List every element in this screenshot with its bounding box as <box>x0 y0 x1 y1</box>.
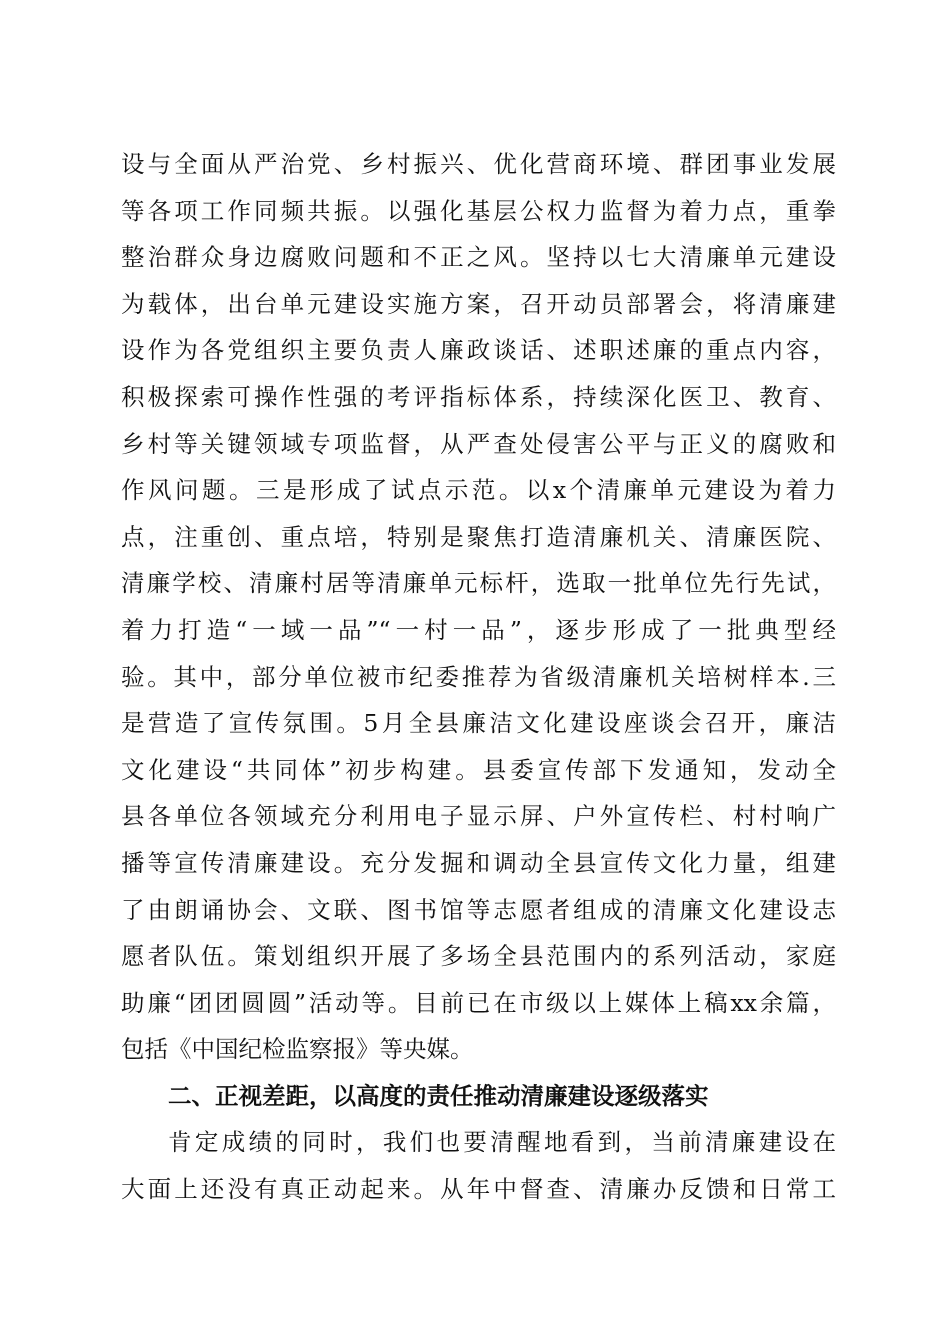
text-line: 乡村等关键领域专项监督，从严查处侵害公平与正义的腐败和 <box>121 429 836 458</box>
text-line: 文化建设“共同体”初步构建。县委宣传部下发通知，发动全 <box>121 755 836 784</box>
text-line: 积极探索可操作性强的考评指标体系，持续深化医卫、教育、 <box>121 382 836 411</box>
text-line: 县各单位各领域充分利用电子显示屏、户外宣传栏、村村响广 <box>121 802 836 831</box>
paragraph-gaps <box>121 1119 836 1212</box>
document-body <box>121 141 836 1213</box>
paragraph-achievements <box>121 141 836 1073</box>
text-line: 点，注重创、重点培，特别是聚焦打造清廉机关、清廉医院、 <box>121 522 836 551</box>
text-line: 整治群众身边腐败问题和不正之风。坚持以七大清廉单元建设 <box>121 243 836 272</box>
text-line: 大面上还没有真正动起来。从年中督查、清廉办反馈和日常工 <box>121 1175 836 1204</box>
text-line: 验。其中，部分单位被市纪委推荐为省级清廉机关培树样本.三 <box>121 662 836 691</box>
text-line: 为载体，出台单元建设实施方案，召开动员部署会，将清廉建 <box>121 289 836 318</box>
text-line: 了由朗诵协会、文联、图书馆等志愿者组成的清廉文化建设志 <box>121 895 836 924</box>
text-line: 助廉“团团圆圆”活动等。目前已在市级以上媒体上稿xx余篇， <box>121 988 836 1017</box>
text-line: 等各项工作同频共振。以强化基层公权力监督为着力点，重拳 <box>121 196 836 225</box>
text-line: 愿者队伍。策划组织开展了多场全县范围内的系列活动，家庭 <box>121 942 836 971</box>
text-line: 是营造了宣传氛围。5月全县廉洁文化建设座谈会召开，廉洁 <box>121 709 836 738</box>
text-line: 设作为各党组织主要负责人廉政谈话、述职述廉的重点内容， <box>121 336 836 365</box>
text-line: 播等宣传清廉建设。充分发掘和调动全县宣传文化力量，组建 <box>121 848 836 877</box>
text-line: 作风问题。三是形成了试点示范。以x个清廉单元建设为着力 <box>121 476 836 505</box>
text-line: 清廉学校、清廉村居等清廉单元标杆，选取一批单位先行先试， <box>121 569 836 598</box>
text-line: 着力打造“一域一品”“一村一品”，逐步形成了一批典型经 <box>121 615 836 644</box>
text-line: 肯定成绩的同时，我们也要清醒地看到，当前清廉建设在 <box>168 1128 836 1157</box>
section-heading: 二、正视差距，以高度的责任推动清廉建设逐级落实 <box>168 1081 709 1110</box>
text-line: 设与全面从严治党、乡村振兴、优化营商环境、群团事业发展 <box>121 150 836 178</box>
text-line: 包括《中国纪检监察报》等央媒。 <box>121 1035 474 1064</box>
